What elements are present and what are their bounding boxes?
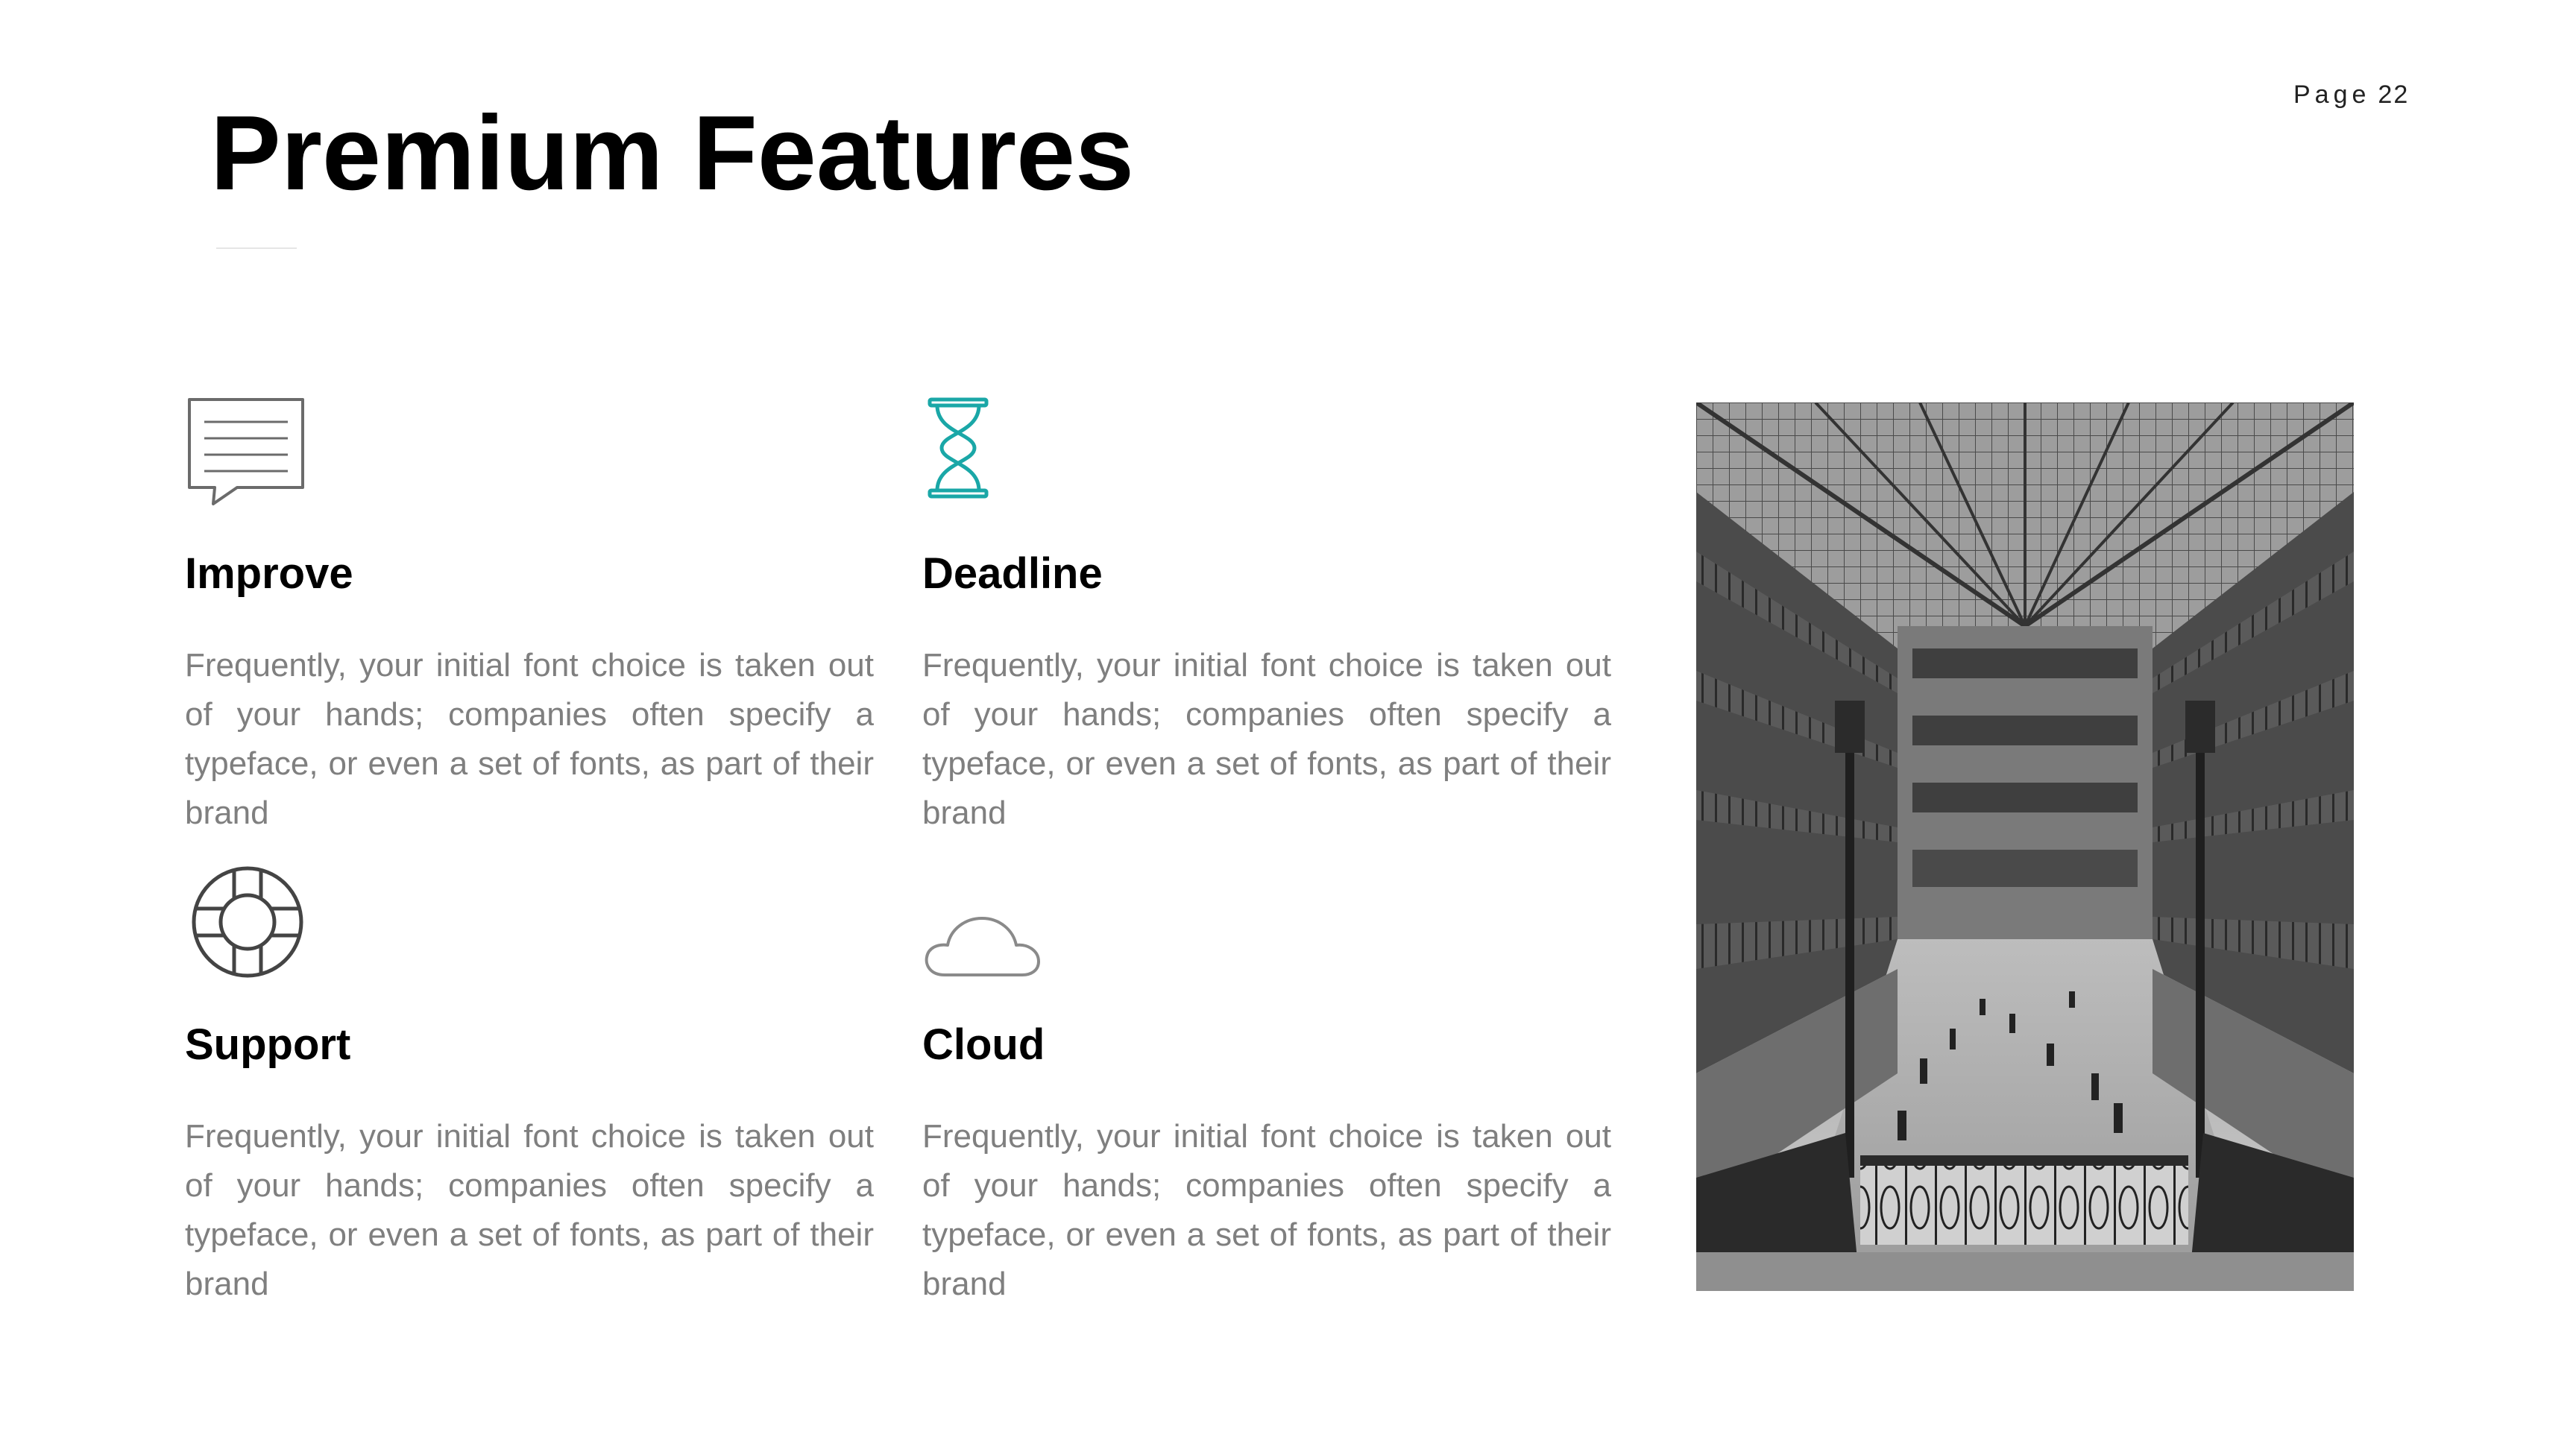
- feature-description: Frequently, your initial font choice is taken out of your hands; companies often specify a typeface, or even a set of fonts, as part of their brand: [922, 1118, 1611, 1302]
- cloud-icon: [922, 866, 1049, 978]
- page-label: Page: [2293, 80, 2371, 109]
- feature-title: Support: [185, 1020, 351, 1069]
- feature-description: Frequently, your initial font choice is taken out of your hands; companies often specify a typeface, or even a set of fonts, as part of their brand: [922, 647, 1611, 831]
- page-number: [2293, 80, 2409, 110]
- page-number-value: 22: [2378, 80, 2410, 109]
- feature-title: Improve: [185, 549, 353, 598]
- lifebuoy-icon: [185, 866, 312, 978]
- feature-title: Deadline: [922, 549, 1103, 598]
- feature-title: Cloud: [922, 1020, 1045, 1069]
- arcade-interior-photo: [1696, 402, 2354, 1291]
- title-divider: [216, 247, 297, 249]
- feature-description: Frequently, your initial font choice is taken out of your hands; companies often specify a typeface, or even a set of fonts, as part of their brand: [185, 647, 874, 831]
- hourglass-icon: [922, 395, 1049, 507]
- feature-description: Frequently, your initial font choice is taken out of your hands; companies often specify a typeface, or even a set of fonts, as part of their brand: [185, 1118, 874, 1302]
- page-title: Premium Features: [210, 94, 1135, 212]
- speech-bubble-icon: [185, 395, 312, 507]
